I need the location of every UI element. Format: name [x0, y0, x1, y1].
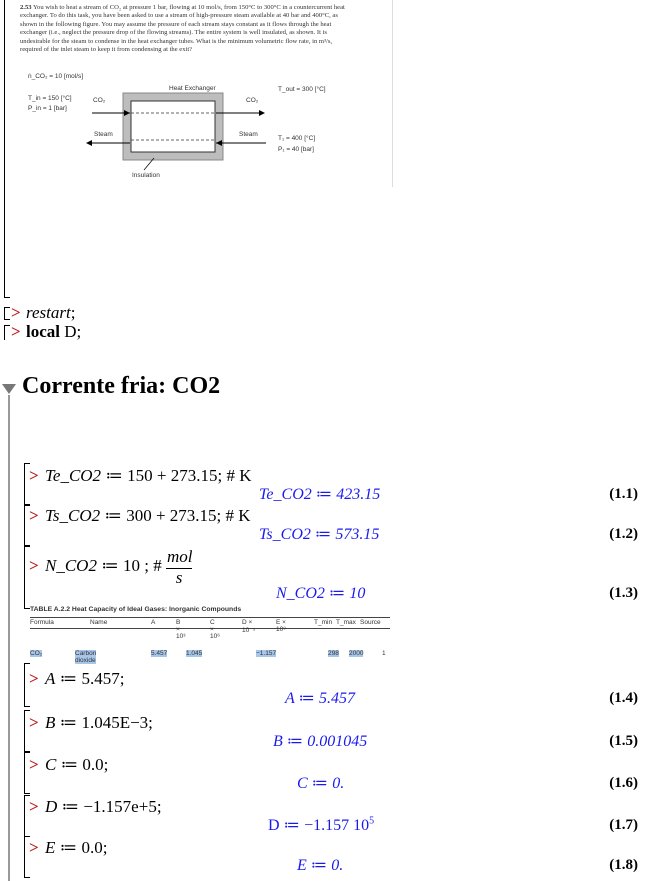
prompt-arrow: >	[29, 506, 39, 525]
fraction-denominator: s	[175, 568, 183, 587]
input-c[interactable]: C ≔ 0.0;	[45, 755, 109, 774]
inlet-temp-label: T_in = 150 [°C]	[28, 95, 72, 102]
exchanger-core	[131, 101, 215, 152]
problem-number: 2.53	[20, 4, 32, 11]
prompt-arrow: >	[29, 755, 39, 774]
co2-inlet-label: CO₂	[93, 97, 106, 104]
co2-outlet-label: CO₂	[246, 97, 259, 104]
steam-inlet-label: Steam	[239, 131, 258, 138]
local-bracket	[4, 325, 10, 340]
prompt-arrow: >	[29, 713, 39, 732]
section-line	[8, 395, 10, 881]
input-ts-co2[interactable]: Ts_CO2 ≔ 300 + 273.15; # K	[45, 506, 251, 525]
prompt-arrow: >	[29, 466, 39, 485]
input-a[interactable]: A ≔ 5.457;	[45, 669, 125, 688]
output-ts-co2: Ts_CO2 ≔ 573.15	[259, 526, 380, 543]
heat-exchanger-title: Heat Exchanger	[169, 85, 216, 92]
heat-capacity-table-image: TABLE A.2.2 Heat Capacity of Ideal Gases: Inorganic Compounds Formula Name A B × 10³ C × 10⁶ D × 10⁻⁵ E × 10⁹ T_min T_max Source CO₂ Carbon dioxide 5.457 1.045 −1.157 298 2000 1	[30, 606, 390, 613]
steam-pressure-label: P₁ = 40 [bar]	[278, 146, 314, 153]
input-e[interactable]: E ≔ 0.0;	[45, 838, 108, 857]
equation-label: (1.3)	[609, 585, 638, 601]
problem-body: You wish to heat a stream of CO₂ at pressure 1 bar, flowing at 10 mol/s, from 150°C to 300°C in a countercurrent heat exchanger. To do this task, you have been asked to use a stream of high-pressure steam available at 40 bar and 400°C, as shown in the following figure. You may assume the pressure of each stream stays constant as it flows through the heat exchanger (i.e., neglect the pressure drop of the flowing streams). The entire system is well insulated, as shown. It is undesirable for the steam to condense in the heat exchanger tubes. What is the minimum volumetric flow rate, in m³/s, required of the inlet steam to keep it from condensing at the exit?	[20, 4, 345, 54]
input-te-co2[interactable]: Te_CO2 ≔ 150 + 273.15; # K	[45, 466, 252, 485]
prompt-arrow: >	[29, 797, 39, 816]
restart-command[interactable]: restart;	[26, 303, 76, 322]
section-title: Corrente fria: CO2	[22, 373, 221, 399]
prompt-arrow: >	[11, 322, 21, 341]
outlet-temp-label: T_out = 300 [°C]	[278, 86, 326, 93]
prompt-arrow: >	[29, 556, 39, 575]
local-command[interactable]: local D;	[26, 322, 82, 341]
prompt-arrow: >	[29, 669, 39, 688]
equation-label: (1.5)	[609, 733, 638, 749]
output-b: B ≔ 0.001045	[273, 733, 368, 750]
prompt-arrow: >	[11, 303, 21, 322]
equation-label: (1.4)	[609, 690, 638, 706]
equation-label: (1.6)	[609, 775, 638, 791]
inlet-pressure-label: P_in = 1 [bar]	[28, 105, 67, 112]
input-d[interactable]: D ≔ −1.157e+5;	[45, 797, 162, 816]
equation-label: (1.2)	[609, 526, 638, 542]
execution-group-bracket	[24, 545, 30, 609]
collapse-section-icon[interactable]	[2, 384, 16, 394]
prompt-arrow: >	[29, 838, 39, 857]
output-te-co2: Te_CO2 ≔ 423.15	[259, 486, 381, 503]
steam-outlet-label: Steam	[94, 131, 113, 138]
output-e: E ≔ 0.	[297, 857, 344, 874]
input-b[interactable]: B ≔ 1.045E−3;	[45, 713, 153, 732]
output-n-co2: N_CO2 ≔ 10	[276, 585, 366, 602]
heat-exchanger-diagram	[14, 0, 392, 187]
input-n-co2[interactable]: N_CO2 ≔ 10 ; #	[45, 556, 162, 575]
equation-label: (1.7)	[609, 817, 638, 833]
image-bracket	[4, 0, 10, 298]
output-a: A ≔ 5.457	[285, 690, 356, 707]
output-d: D ≔ −1.157 $10^5$	[268, 815, 375, 834]
steam-temp-label: T₁ = 400 [°C]	[278, 135, 316, 142]
insulation-label: Insulation	[132, 172, 160, 179]
problem-image	[14, 0, 393, 187]
restart-bracket	[4, 307, 10, 320]
output-c: C ≔ 0.	[297, 775, 345, 792]
equation-label: (1.1)	[609, 486, 638, 502]
fraction-numerator: mol	[167, 547, 193, 566]
flow-rate-label: ṅ_CO₂ = 10 [mol/s]	[28, 73, 84, 80]
table-caption: TABLE A.2.2 Heat Capacity of Ideal Gases: Inorganic Compounds	[30, 606, 242, 613]
equation-label: (1.8)	[609, 857, 638, 873]
